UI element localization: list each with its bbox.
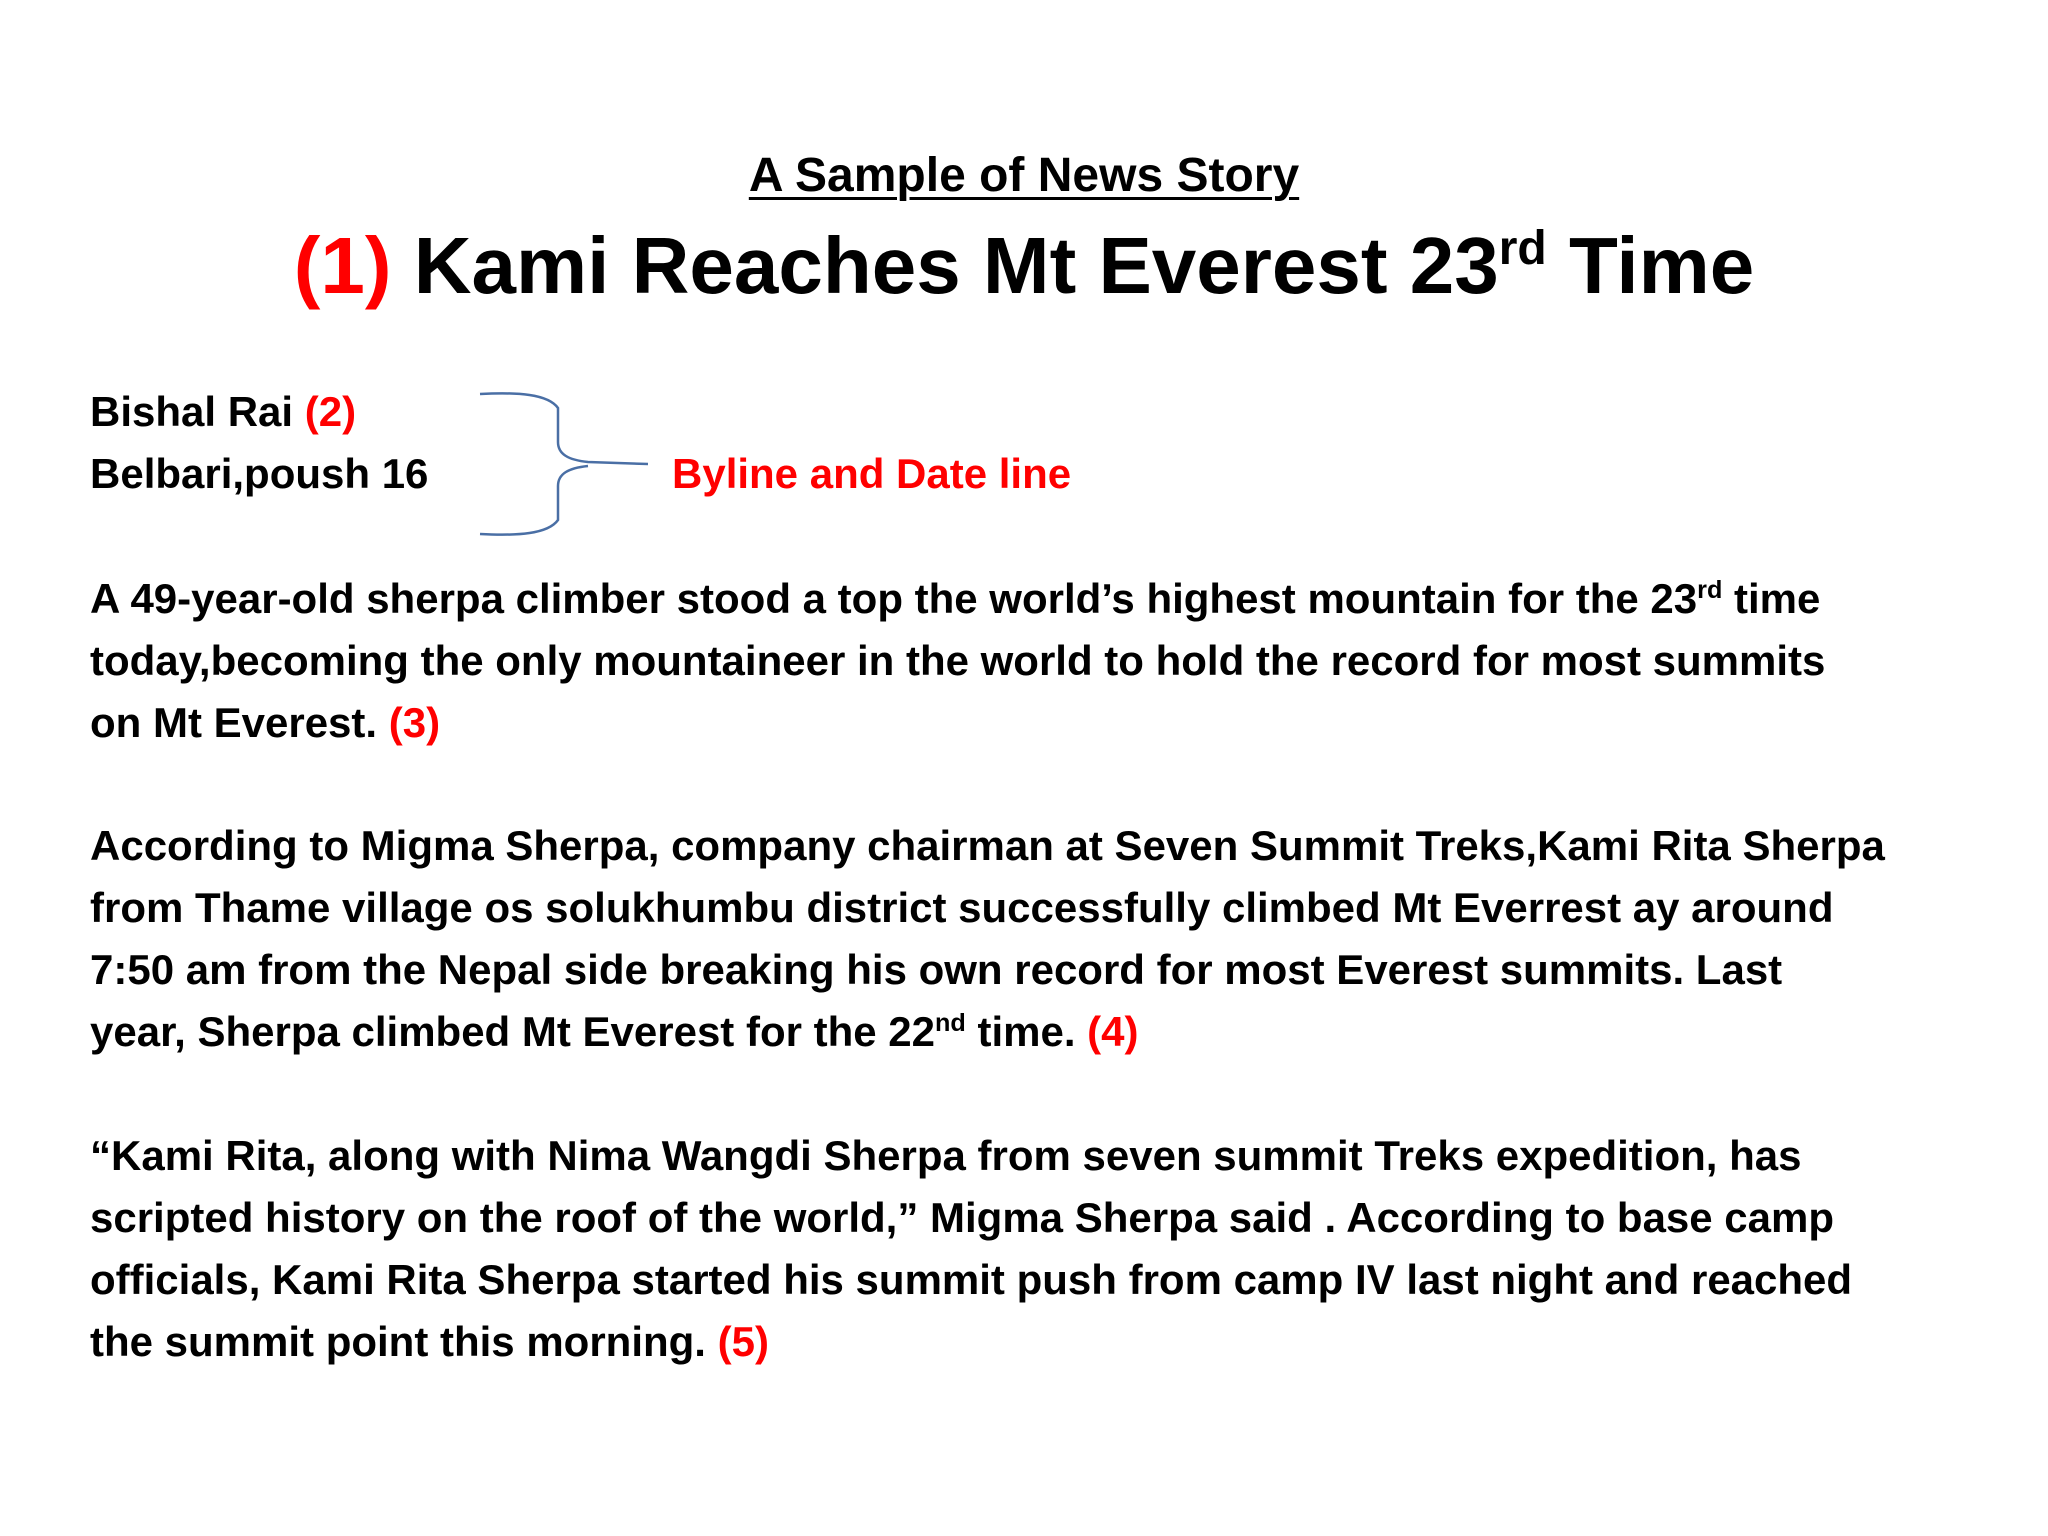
text-span: time. [965,1008,1088,1055]
text-span: time [1722,575,1821,622]
headline [0,220,2048,312]
byline-marker: (2) [304,388,357,435]
paragraph-marker: (4) [1087,1008,1139,1055]
curly-brace-icon [478,390,648,538]
text-span: on Mt Everest. [90,699,389,746]
superscript: rd [1697,575,1723,604]
paragraph-line: scripted history on the roof of the world,” Migma Sherpa said . According to base camp [90,1194,1835,1241]
paragraph-marker: (3) [388,699,441,746]
headline-text-end: Time [1546,221,1755,310]
dateline: Belbari,poush 16 [90,450,429,497]
paragraph-marker: (5) [717,1318,769,1365]
paragraph-line [90,692,2010,754]
paragraph-body-2 [90,1125,2010,1373]
paragraph-line [90,1001,2010,1063]
byline-dateline-label: Byline and Date line [672,450,1072,497]
paragraph-line [90,568,2010,630]
paragraph-body-1 [90,815,2010,1063]
superscript: nd [935,1008,966,1037]
headline-text: Kami Reaches Mt Everest 23 [413,221,1499,310]
headline-sup: rd [1498,222,1547,276]
sample-title: A Sample of News Story [748,149,1300,202]
byline-author: Bishal Rai [90,388,294,435]
paragraph-line: from Thame village os solukhumbu district successfully climbed Mt Everrest ay around [90,884,1834,931]
text-span: the summit point this morning. [90,1318,718,1365]
text-span: A 49-year-old sherpa climber stood a top the world’s highest mountain for the 23 [90,575,1698,622]
paragraph-line: According to Migma Sherpa, company chairman at Seven Summit Treks,Kami Rita Sherpa [90,822,1885,869]
paragraph-line: “Kami Rita, along with Nima Wangdi Sherpa from seven summit Treks expedition, has [90,1132,1802,1179]
paragraph-line [90,1311,2010,1373]
paragraph-lead [90,568,2010,754]
paragraph-line: officials, Kami Rita Sherpa started his summit push from camp IV last night and reached [90,1256,1853,1303]
byline-name [90,388,356,436]
headline-marker: (1) [293,221,392,310]
paragraph-line: today,becoming the only mountaineer in the world to hold the record for most summits [90,637,1826,684]
paragraph-line: 7:50 am from the Nepal side breaking his own record for most Everest summits. Last [90,946,1783,993]
text-span: year, Sherpa climbed Mt Everest for the 22 [90,1008,936,1055]
